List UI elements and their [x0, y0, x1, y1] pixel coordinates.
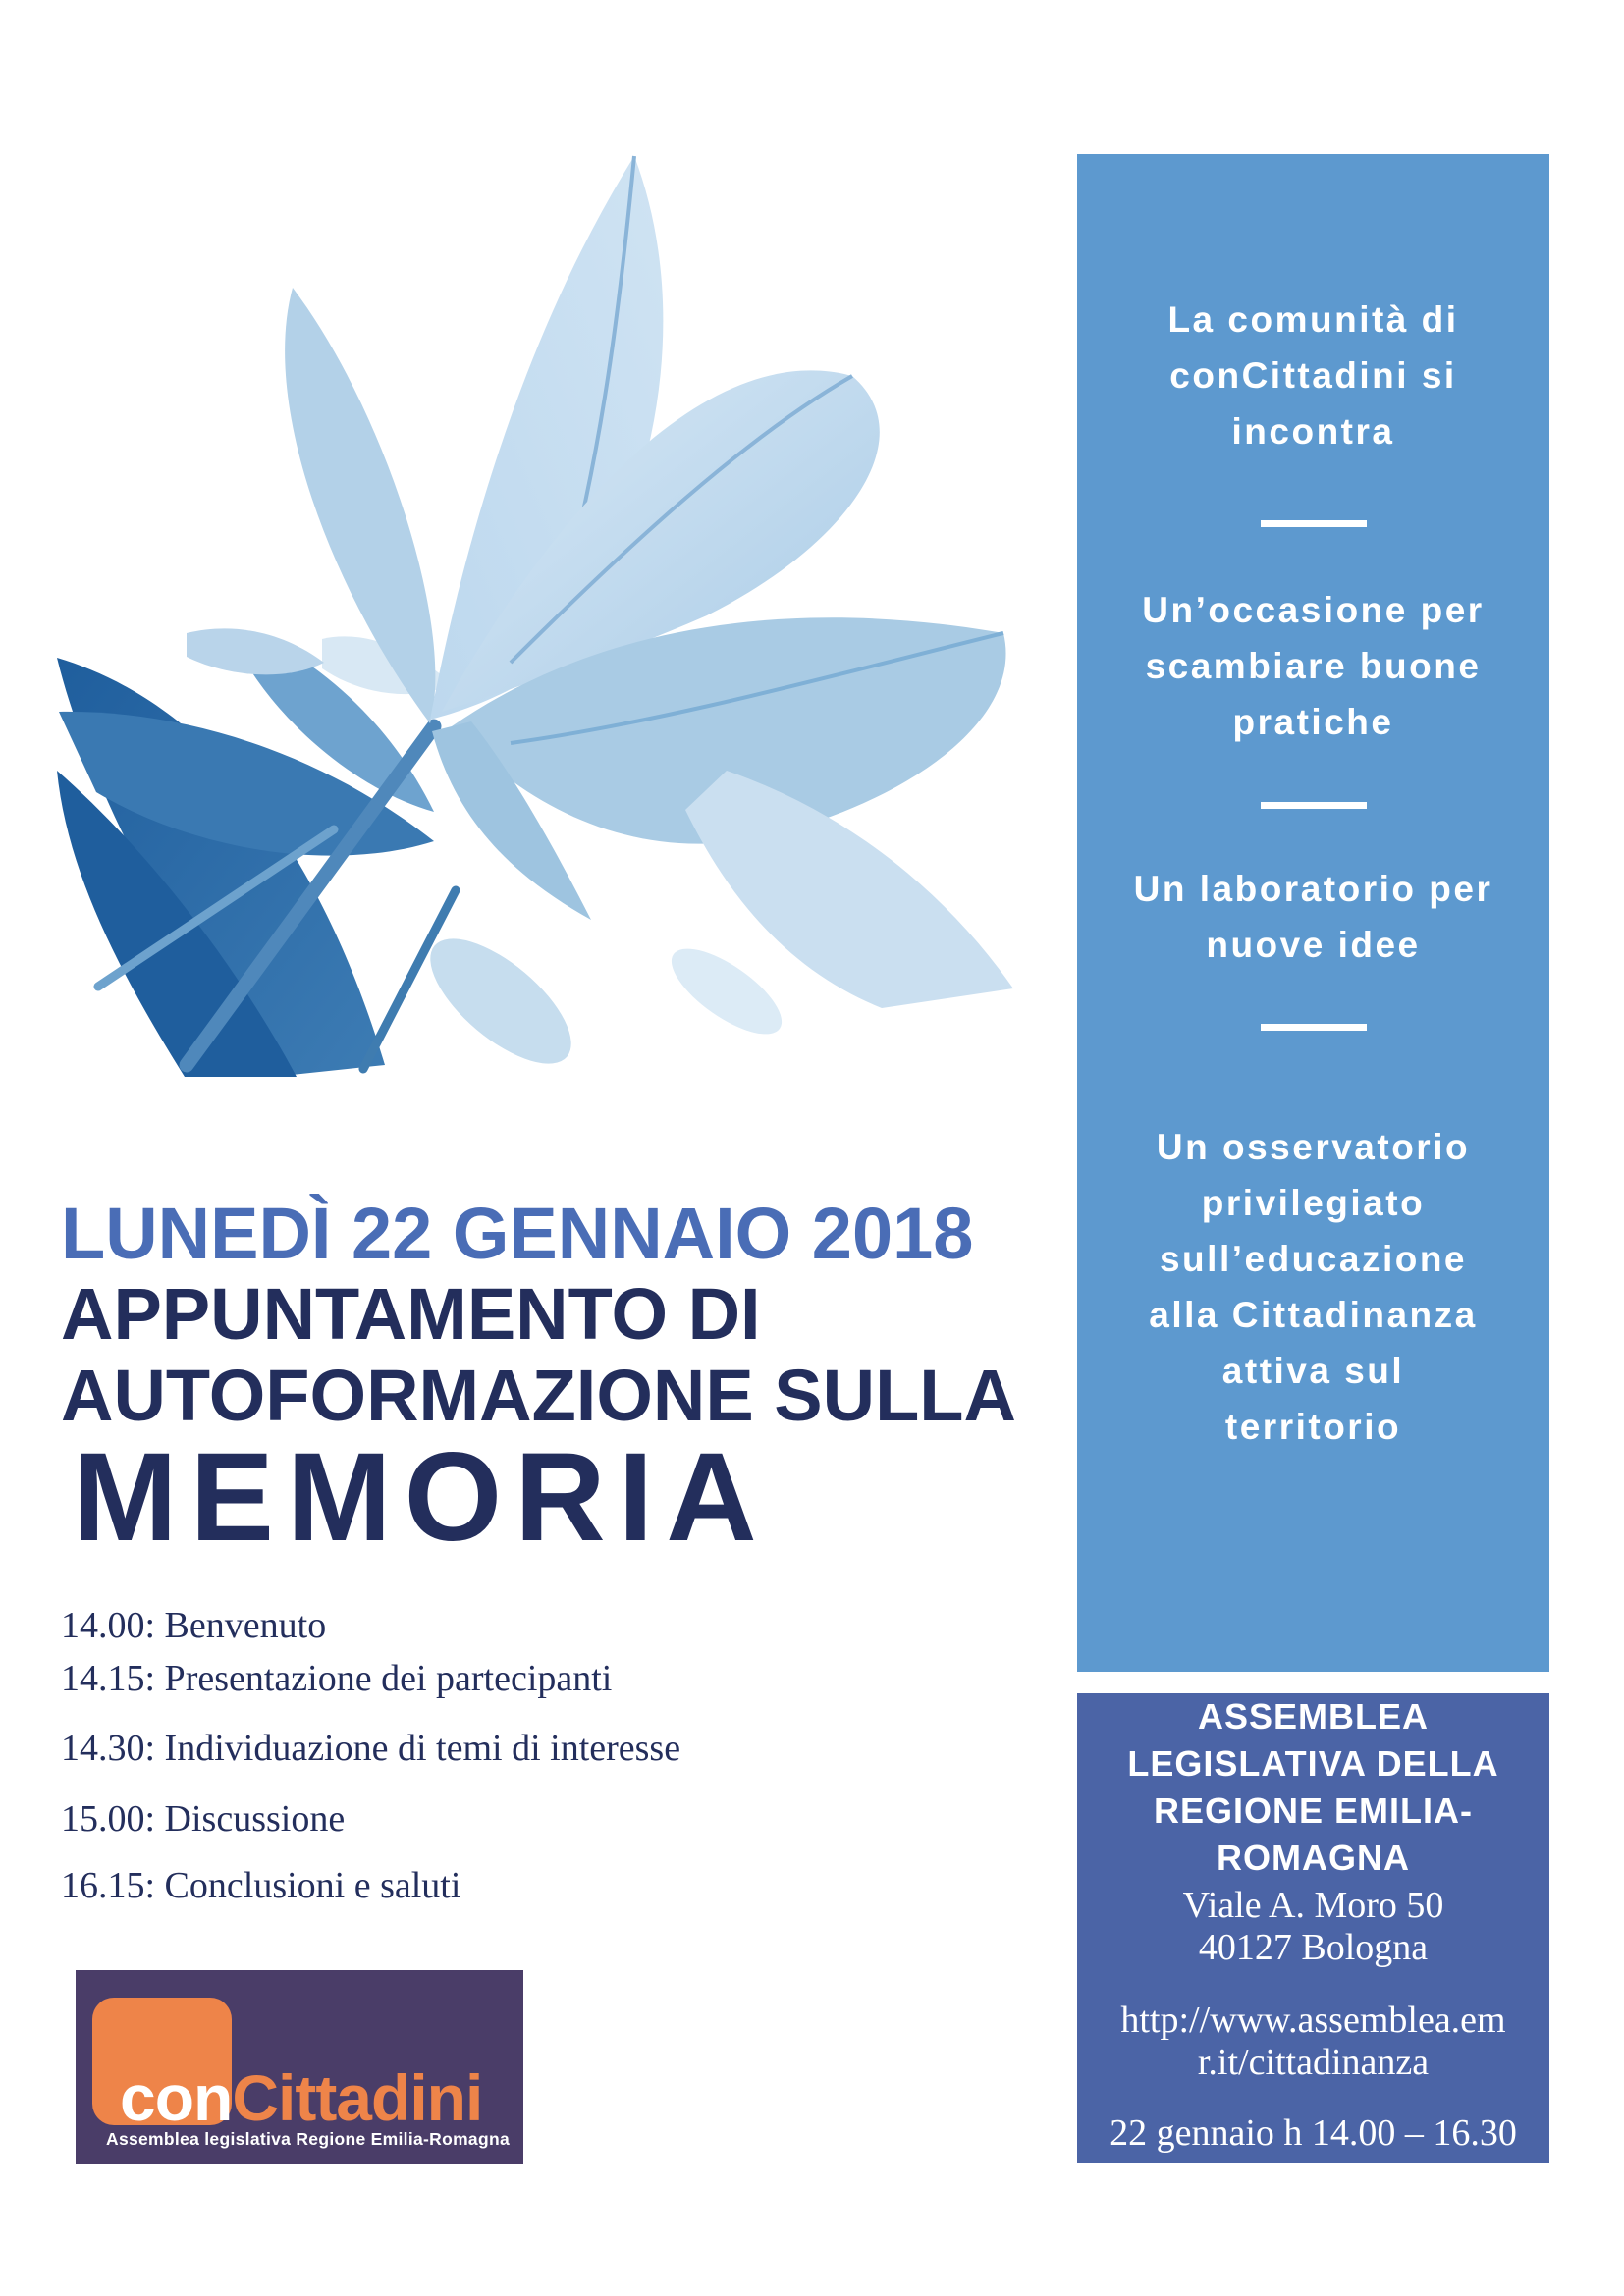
- sidebar-text-line: pratiche: [1232, 702, 1394, 742]
- sidebar-text-line: Un’occasione per: [1142, 590, 1485, 630]
- flower-photo: [39, 83, 1051, 1085]
- sidebar-text-line: conCittadini si: [1169, 355, 1457, 396]
- sidebar-text-line: La comunità di: [1167, 299, 1459, 340]
- title-line-2: APPUNTAMENTO DI: [61, 1273, 761, 1355]
- sidebar-text-line: sull’educazione: [1159, 1239, 1467, 1279]
- website-link[interactable]: [1077, 2000, 1549, 2084]
- logo-wordmark: [120, 2061, 483, 2134]
- sidebar-text-line: Un laboratorio per: [1133, 869, 1493, 909]
- sidebar-text-line: territorio: [1224, 1407, 1402, 1447]
- sidebar-block-exchange: [1077, 582, 1549, 750]
- sidebar-text-line: privilegiato: [1201, 1183, 1426, 1223]
- event-schedule: 22 gennaio h 14.00 – 16.30: [1110, 2112, 1517, 2154]
- address-line: Viale A. Moro 50: [1182, 1885, 1444, 1926]
- agenda-item: 14.15: Presentazione dei partecipanti: [61, 1658, 613, 1699]
- sidebar-text-line: nuove idee: [1206, 925, 1421, 965]
- org-line: LEGISLATIVA DELLA: [1127, 1743, 1499, 1784]
- agenda-item: 16.15: Conclusioni e saluti: [61, 1865, 461, 1906]
- logo-tagline: Assemblea legislativa Regione Emilia-Romagna: [106, 2129, 510, 2149]
- sidebar-text-line: alla Cittadinanza: [1149, 1295, 1478, 1335]
- logo-con-text: con: [120, 2061, 233, 2134]
- venue-address: [1077, 1885, 1549, 1969]
- separator-line: [1261, 802, 1367, 809]
- org-line: REGIONE EMILIA-: [1153, 1790, 1473, 1831]
- organization-name: [1077, 1693, 1549, 1882]
- agenda-item: 14.30: Individuazione di temi di interesse: [61, 1728, 681, 1769]
- title-line-3: AUTOFORMAZIONE SULLA: [61, 1355, 1016, 1436]
- org-line: ASSEMBLEA: [1197, 1696, 1430, 1736]
- flower-petals: [285, 156, 1013, 1085]
- sidebar-block-lab: [1077, 861, 1549, 973]
- address-line: 40127 Bologna: [1198, 1927, 1429, 1968]
- url-line[interactable]: http://www.assemblea.em: [1120, 2000, 1506, 2041]
- sidebar-highlights: [1077, 154, 1549, 1672]
- logo-cittadini-text: Cittadini: [232, 2061, 483, 2134]
- sidebar-text-line: incontra: [1231, 411, 1395, 452]
- separator-line: [1261, 520, 1367, 527]
- sidebar-block-observatory: [1077, 1119, 1549, 1455]
- sidebar-text-line: scambiare buone: [1145, 646, 1482, 686]
- agenda-item: 15.00: Discussione: [61, 1798, 346, 1840]
- sidebar-block-community: [1077, 292, 1549, 459]
- title-date-line: LUNEDÌ 22 GENNAIO 2018: [61, 1193, 974, 1274]
- agenda-item: 14.00: Benvenuto: [61, 1605, 327, 1646]
- sidebar-text-line: attiva sul: [1221, 1351, 1405, 1391]
- venue-info-box: [1077, 1693, 1549, 2163]
- concittadini-logo: [76, 1970, 523, 2164]
- org-line: ROMAGNA: [1217, 1838, 1410, 1878]
- title-memoria: MEMORIA: [73, 1427, 770, 1568]
- url-line[interactable]: r.it/cittadinanza: [1197, 2042, 1430, 2083]
- sidebar-text-line: Un osservatorio: [1156, 1127, 1471, 1167]
- separator-line: [1261, 1024, 1367, 1031]
